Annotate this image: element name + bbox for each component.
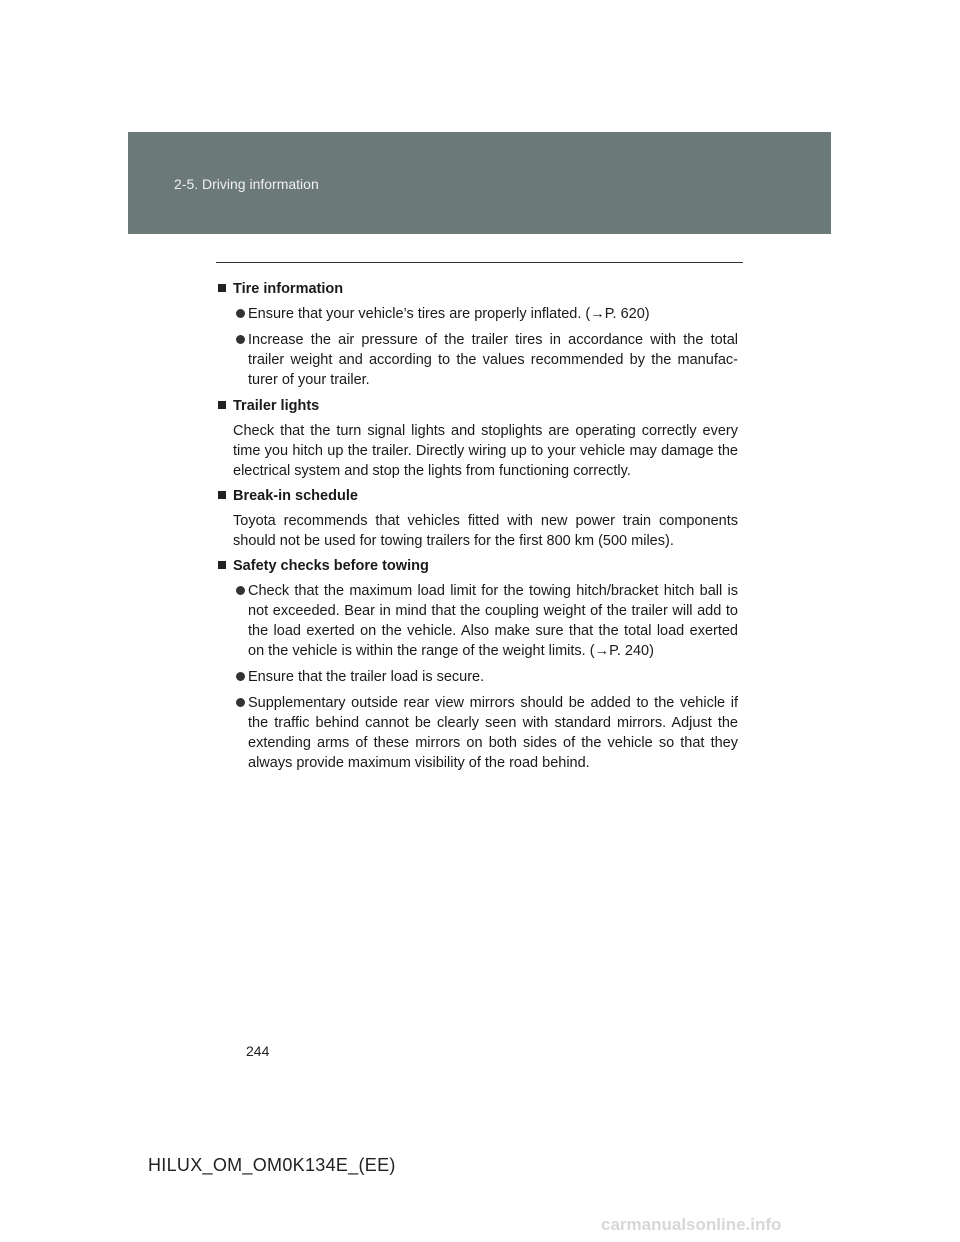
- divider-rule: [216, 262, 743, 263]
- round-bullet-icon: [236, 698, 245, 707]
- bullet-item: Ensure that your vehicle’s tires are properly inflated. (→P. 620): [218, 304, 738, 324]
- bullet-item: Increase the air pressure of the trailer tires in accordance with the total trailer weight and according to the values recommended by the manufac-turer of your trailer.: [218, 330, 738, 390]
- square-bullet-icon: [218, 561, 226, 569]
- round-bullet-icon: [236, 309, 245, 318]
- section-heading: Break-in schedule: [218, 486, 738, 506]
- square-bullet-icon: [218, 491, 226, 499]
- document-code-footer: HILUX_OM_OM0K134E_(EE): [148, 1155, 396, 1175]
- page-number: 244: [246, 1043, 270, 1059]
- round-bullet-icon: [236, 672, 245, 681]
- watermark: carmanualsonline.info: [601, 1215, 782, 1234]
- bullet-item: Check that the maximum load limit for the towing hitch/bracket hitch ball is not exceeded. Bear in mind that the coupling weight of the trailer will add to the load exerted on the vehicle. Also make sure that the total load exerted on the vehicle is within the range of the weight limits. (→P. 240): [218, 581, 738, 661]
- section-heading: Trailer lights: [218, 396, 738, 416]
- section-paragraph: Check that the turn signal lights and stoplights are operating correctly every time you hitch up the trailer. Directly wiring up to your vehicle may damage the electrical system and stop the lights from functioning correctly.: [233, 423, 738, 479]
- square-bullet-icon: [218, 284, 226, 292]
- section-heading: Safety checks before towing: [218, 556, 738, 576]
- section-header-bar: [128, 132, 831, 234]
- section-break-in-schedule: [218, 486, 738, 551]
- square-bullet-icon: [218, 401, 226, 409]
- bullet-item: Ensure that the trailer load is secure.: [218, 667, 738, 687]
- section-title: 2-5. Driving information: [174, 176, 319, 192]
- round-bullet-icon: [236, 335, 245, 344]
- section-safety-checks: [218, 556, 738, 773]
- main-content: [218, 279, 738, 779]
- bullet-item: Supplementary outside rear view mirrors should be added to the vehicle if the traffic behind cannot be clearly seen with standard mirrors. Adjust the extending arms of these mirrors on both sides of the vehicle so that they always provide maximum visibility of the road behind.: [218, 693, 738, 773]
- section-heading: Tire information: [218, 279, 738, 299]
- round-bullet-icon: [236, 586, 245, 595]
- section-trailer-lights: [218, 396, 738, 481]
- section-tire-information: [218, 279, 738, 390]
- section-paragraph: Toyota recommends that vehicles fitted with new power train components should not be used for towing trailers for the first 800 km (500 miles).: [233, 513, 738, 549]
